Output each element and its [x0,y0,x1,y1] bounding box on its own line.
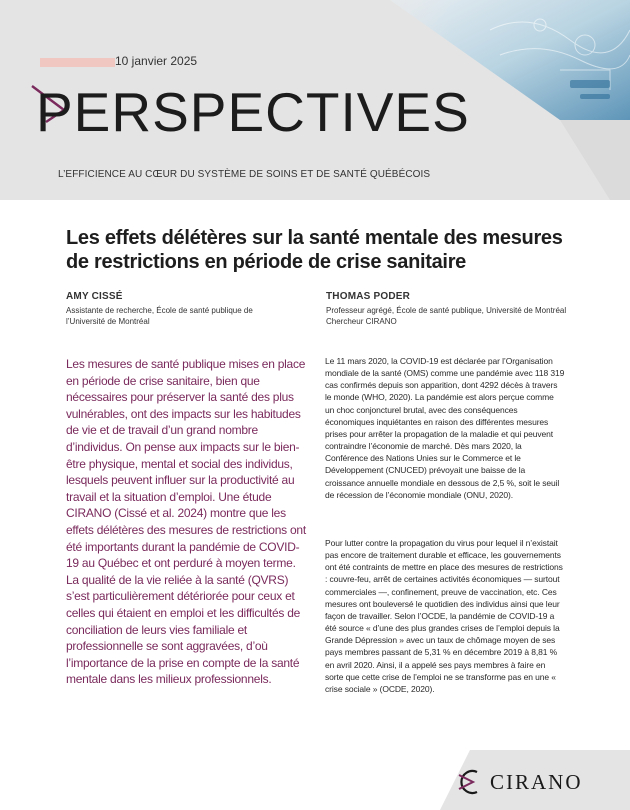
author-affiliation: Professeur agrégé, École de santé publique, Université de Montréal Chercheur CIRANO [326,306,567,326]
author-affiliation: Assistante de recherche, École de santé publique de l’Université de Montréal [66,306,253,326]
cirano-logo-icon [455,767,485,797]
body-paragraph: Le 11 mars 2020, la COVID-19 est déclarée par l’Organisation mondiale de la santé (OMS) comme une pandémie avec 118 319 cas confirmés depuis son apparition, dont 4292 décès à travers le monde (WHO, 2020). La pandémie est alors perçue comme un choc conjoncturel brutal, avec des conséquences économiques inquiétantes en raison des différentes mesures prises pour arrêter la propagation de la maladie et qui peuvent contraindre l’économie de marché. Dès mars 2020, la Conférence des Nations Unies sur le Commerce et le Développement (CNUCED) prévoyait une baisse de la croissance annuelle mondiale en dessous de 2,5 %, soit le seuil de récession de l’économie mondiale (ONU, 2020). [325,356,565,500]
date-accent-bar [40,58,115,67]
publication-title: PERSPECTIVES [36,81,470,143]
header-band [0,0,630,200]
author-name: AMY CISSÉ [66,291,123,302]
publication-date: 10 janvier 2025 [115,54,198,68]
body-paragraph: Pour lutter contre la propagation du virus pour lequel il n’existait pas encore de traitement durable et efficace, les gouvernements ont été contraints de mettre en place des mesures de restrictions : couvre-feu, arrêt de certaines activités économiques — surtout commerciales —, confinement, preuve de vaccination, etc. Ces mesures ont bouleversé le quotidien des individus ainsi que leur façon de travailler. Selon l’OCDE, la pandémie de COVID-19 a été source « d’une des plus grandes crises de l’emploi depuis la Grande Dépression » avec un taux de chômage moyen de ses pays membres passant de 5,31 % en décembre 2019 à 8,81 % en avril 2020. Ainsi, il a appelé ses pays membres à faire en sorte que cette crise de l’emploi ne se transforme pas en une « crise sociale » (OCDE, 2020). [325,538,563,694]
cirano-logo-text: CIRANO [490,770,583,794]
author-name: THOMAS PODER [326,291,411,302]
article-title: Les effets délétères sur la santé mentale des mesures de restrictions en période de crise sanitaire [66,227,563,273]
article-intro: Les mesures de santé publique mises en place en période de crise sanitaire, bien que nécessaires pour préserver la santé des plus vulnérables, ont des impacts sur les habitudes de vie et de travail d’un grand nombre d’individus. On pense aux impacts sur le bien-être physique, mental et social des individus, lesquels peuvent influer sur la productivité au travail et la situation d’emploi. Une étude CIRANO (Cissé et al. 2024) montre que les effets délétères des mesures de restrictions ont été importants durant la pandémie de COVID-19 au Québec et ont perduré à moyen terme. La qualité de la vie reliée à la santé (QVRS) s’est particulièrement détériorée pour ceux et celles qui étaient en emploi et les difficultés de conciliation de leurs vies familiale et professionnelle se sont aggravées, d’où l’importance de la prise en compte de la santé mentale dans les milieux professionnels. [66,357,306,687]
publication-tagline: L’EFFICIENCE AU CŒUR DU SYSTÈME DE SOINS ET DE SANTÉ QUÉBÉCOIS [58,169,431,180]
